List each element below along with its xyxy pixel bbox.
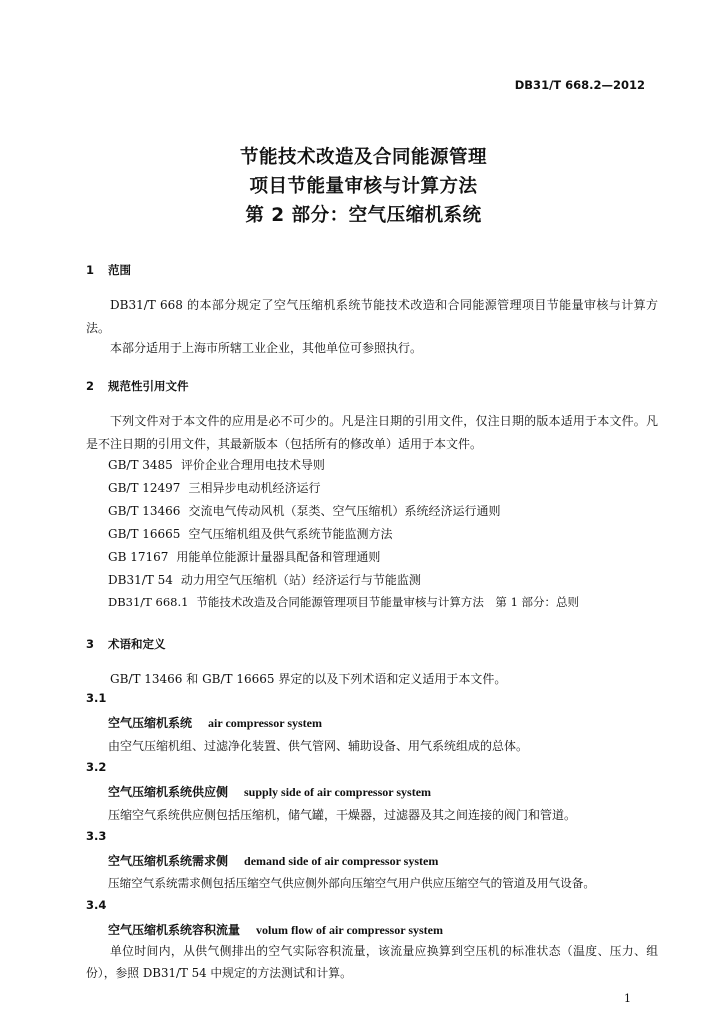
reference-code: DB31/T 668.1 <box>108 595 189 609</box>
term-number: 3.1 <box>86 691 107 705</box>
term-chinese: 空气压缩机系统容积流量 <box>108 923 241 937</box>
reference-title: 动力用空气压缩机（站）经济运行与节能监测 <box>180 573 421 587</box>
section-title: 规范性引用文件 <box>108 379 189 393</box>
term-english: volum flow of air compressor system <box>256 923 443 937</box>
reference-title: 节能技术改造及合同能源管理项目节能量审核与计算方法 第 1 部分：总则 <box>196 595 580 609</box>
reference-code: GB/T 13466 <box>108 504 181 518</box>
section-3-intro: GB/T 13466 和 GB/T 16665 界定的以及下列术语和定义适用于本文件。 <box>110 672 507 686</box>
section-1-heading <box>86 262 131 278</box>
term-definition: 压缩空气系统供应侧包括压缩机，储气罐，干燥器，过滤器及其之间连接的阀门和管道。 <box>108 808 577 822</box>
reference-title: 用能单位能源计量器具配备和管理通则 <box>176 550 381 564</box>
reference-code: DB31/T 54 <box>108 573 173 587</box>
section-number: 2 <box>86 379 95 393</box>
section-2-heading <box>86 378 189 394</box>
reference-code: GB/T 12497 <box>108 481 181 495</box>
standard-code: DB31/T 668.2—2012 <box>514 78 645 92</box>
term-english: demand side of air compressor system <box>244 854 439 868</box>
term-chinese: 空气压缩机系统需求侧 <box>108 854 229 868</box>
page-number: 1 <box>624 992 631 1005</box>
document-title-line-2: 项目节能量审核与计算方法 <box>249 176 478 197</box>
document-title-line-1: 节能技术改造及合同能源管理 <box>239 147 487 168</box>
term-definition: 压缩空气系统需求侧包括压缩空气供应侧外部向压缩空气用户供应压缩空气的管道及用气设备。 <box>108 876 595 890</box>
reference-code: GB 17167 <box>108 550 169 564</box>
document-title-line-3: 第 2 部分：空气压缩机系统 <box>245 205 482 226</box>
term-heading <box>108 714 322 731</box>
term-english: air compressor system <box>208 716 322 730</box>
section-number: 3 <box>86 637 95 651</box>
term-definition: 单位时间内，从供气侧排出的空气实际容积流量，该流量应换算到空压机的标准状态（温度、压力、组份），参照 DB31/T 54 中规定的方法测试和计算。 <box>86 944 658 980</box>
section-3-heading <box>86 636 166 652</box>
term-heading <box>108 783 431 800</box>
reference-code: GB/T 16665 <box>108 527 181 541</box>
section-1-paragraph-1: DB31/T 668 的本部分规定了空气压缩机系统节能技术改造和合同能源管理项目节能量审核与计算方法。 <box>86 298 658 335</box>
reference-item <box>108 571 421 588</box>
section-title: 范围 <box>108 263 131 277</box>
reference-item <box>108 525 392 542</box>
section-number: 1 <box>86 263 95 277</box>
reference-item <box>108 548 380 565</box>
reference-title: 交流电气传动风机（泵类、空气压缩机）系统经济运行通则 <box>188 504 501 518</box>
term-chinese: 空气压缩机系统 <box>108 716 193 730</box>
term-english: supply side of air compressor system <box>244 785 432 799</box>
reference-code: GB/T 3485 <box>108 458 173 472</box>
reference-item <box>108 456 325 473</box>
reference-item <box>108 479 320 496</box>
term-heading <box>108 921 443 938</box>
section-1-paragraph-2: 本部分适用于上海市所辖工业企业，其他单位可参照执行。 <box>110 341 423 355</box>
term-number: 3.4 <box>86 898 107 912</box>
term-definition: 由空气压缩机组、过滤净化装置、供气管网、辅助设备、用气系统组成的总体。 <box>108 739 529 753</box>
term-chinese: 空气压缩机系统供应侧 <box>108 785 229 799</box>
reference-item <box>108 502 500 519</box>
reference-title: 三相异步电动机经济运行 <box>188 481 321 495</box>
reference-title: 评价企业合理用电技术导则 <box>180 458 325 472</box>
term-number: 3.3 <box>86 829 107 843</box>
term-heading <box>108 852 438 869</box>
reference-item <box>108 594 579 610</box>
term-number: 3.2 <box>86 760 107 774</box>
reference-title: 空气压缩机组及供气系统节能监测方法 <box>188 527 393 541</box>
section-2-intro: 下列文件对于本文件的应用是必不可少的。凡是注日期的引用文件，仅注日期的版本适用于本文件。凡是不注日期的引用文件，其最新版本（包括所有的修改单）适用于本文件。 <box>86 414 658 451</box>
section-title: 术语和定义 <box>108 637 166 651</box>
